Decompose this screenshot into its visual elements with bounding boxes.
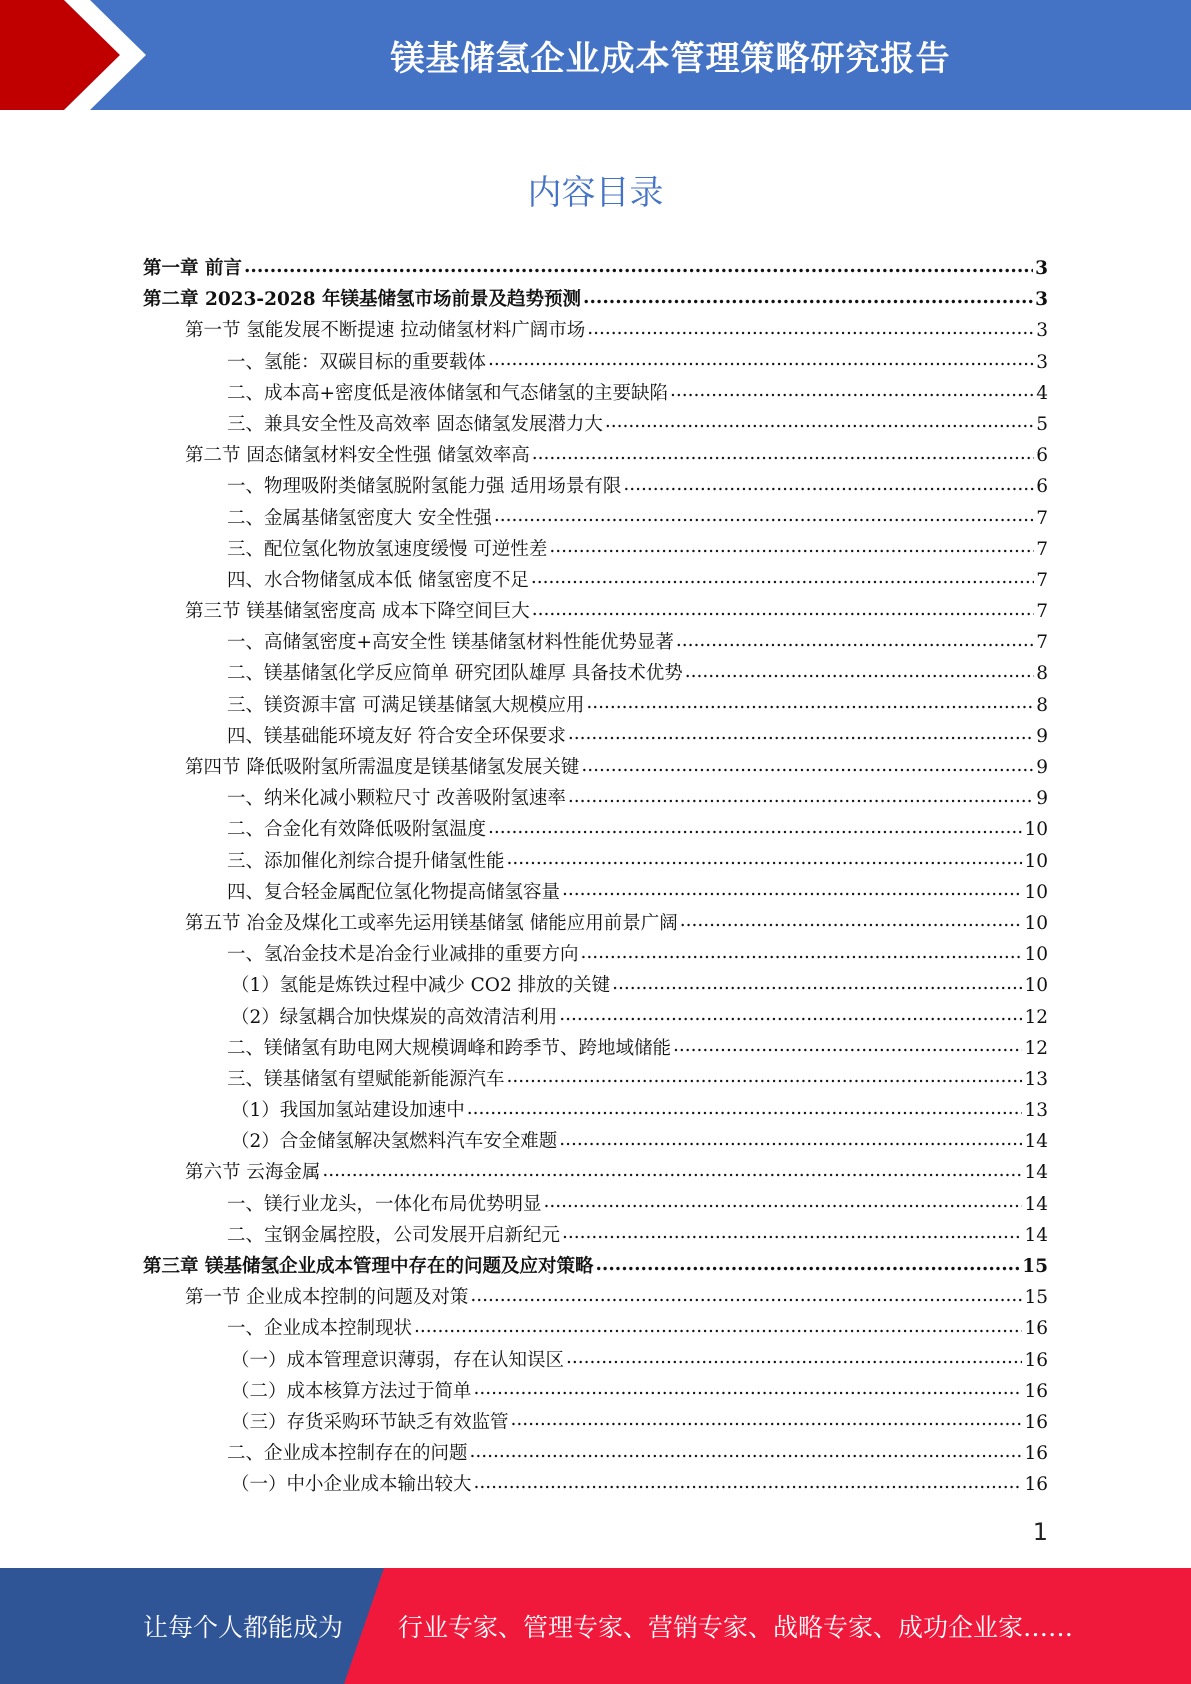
toc-entry[interactable] xyxy=(143,971,1048,1002)
toc-entry-page: 9 xyxy=(1036,725,1048,747)
toc-entry-title: 四、复合轻金属配位氢化物提高储氢容量 xyxy=(227,881,561,903)
toc-leader-dots xyxy=(470,1441,1023,1460)
toc-entry[interactable] xyxy=(143,348,1048,379)
toc-entry-page: 10 xyxy=(1024,944,1048,966)
toc-entry-page: 8 xyxy=(1036,694,1048,716)
toc-entry-page: 7 xyxy=(1036,569,1048,591)
toc-entry-page: 6 xyxy=(1036,445,1048,467)
toc-entry-page: 7 xyxy=(1036,601,1048,623)
toc-entry-title: 一、企业成本控制现状 xyxy=(227,1318,413,1340)
toc-entry[interactable] xyxy=(143,1034,1048,1065)
toc-entry-page: 3 xyxy=(1035,258,1048,279)
toc-entry-title: 四、水合物储氢成本低 储氢密度不足 xyxy=(227,569,529,591)
toc-entry-page: 16 xyxy=(1024,1380,1048,1402)
toc-entry-title: 二、成本高+密度低是液体储氢和气态储氢的主要缺陷 xyxy=(227,382,669,404)
footer-band xyxy=(0,1568,1191,1684)
toc-entry-page: 10 xyxy=(1024,912,1048,934)
toc-entry-page: 16 xyxy=(1024,1318,1048,1340)
toc-leader-dots xyxy=(605,411,1034,430)
toc-entry[interactable] xyxy=(143,535,1048,566)
toc-leader-dots xyxy=(568,723,1034,742)
toc-leader-dots xyxy=(581,942,1023,961)
toc-entry[interactable] xyxy=(143,753,1048,784)
toc-entry-page: 13 xyxy=(1024,1100,1048,1122)
toc-leader-dots xyxy=(595,1254,1020,1273)
toc-leader-dots xyxy=(488,349,1034,368)
toc-entry-title: 二、合金化有效降低吸附氢温度 xyxy=(227,819,487,841)
toc-entry-page: 4 xyxy=(1036,382,1048,404)
toc-entry-page: 15 xyxy=(1022,1256,1048,1277)
toc-entry-title: 三、兼具安全性及高效率 固态储氢发展潜力大 xyxy=(227,413,603,435)
toc-entry-title: 二、镁储氢有助电网大规模调峰和跨季节、跨地域储能 xyxy=(227,1037,672,1059)
toc-entry-page: 6 xyxy=(1036,476,1048,498)
toc-entry-page: 10 xyxy=(1024,881,1048,903)
header-band xyxy=(0,0,1191,110)
toc-entry-title: 三、镁资源丰富 可满足镁基储氢大规模应用 xyxy=(227,694,585,716)
toc-leader-dots xyxy=(676,630,1034,649)
toc-entry-page: 15 xyxy=(1024,1287,1048,1309)
toc-leader-dots xyxy=(474,1472,1023,1491)
toc-leader-dots xyxy=(549,536,1034,555)
page-number: 1 xyxy=(1032,1518,1048,1546)
toc-entry[interactable] xyxy=(143,1377,1048,1408)
toc-entry[interactable] xyxy=(143,1158,1048,1189)
toc-leader-dots xyxy=(587,318,1034,337)
toc-entry-page: 16 xyxy=(1024,1443,1048,1465)
toc-entry-page: 10 xyxy=(1024,819,1048,841)
toc-entry[interactable] xyxy=(143,1127,1048,1158)
toc-leader-dots xyxy=(494,505,1034,524)
toc-entry-page: 3 xyxy=(1035,289,1048,311)
toc-entry-page: 16 xyxy=(1024,1349,1048,1371)
toc-leader-dots xyxy=(562,1222,1022,1241)
toc-entry-title: 第五节 冶金及煤化工或率先运用镁基储氢 储能应用前景广阔 xyxy=(185,912,678,934)
toc-entry-title: （2）合金储氢解决氢燃料汽车安全难题 xyxy=(231,1131,558,1153)
toc-entry[interactable] xyxy=(143,1470,1048,1501)
toc-entry-page: 7 xyxy=(1036,632,1048,654)
toc-leader-dots xyxy=(566,1347,1022,1366)
toc-entry-page: 3 xyxy=(1036,351,1048,373)
toc-entry-title: 二、镁基储氢化学反应简单 研究团队雄厚 具备技术优势 xyxy=(227,663,683,685)
toc-entry[interactable] xyxy=(143,1221,1048,1252)
toc-leader-dots xyxy=(680,910,1023,929)
toc-entry[interactable] xyxy=(143,1408,1048,1439)
toc-leader-dots xyxy=(673,1035,1022,1054)
toc-entry-page: 14 xyxy=(1024,1131,1048,1153)
toc-entry[interactable] xyxy=(143,316,1048,347)
toc-entry-title: 第一章 前言 xyxy=(143,258,242,279)
toc-entry-title: 二、宝钢金属控股，公司发展开启新纪元 xyxy=(227,1224,561,1246)
toc-entry-page: 10 xyxy=(1024,850,1048,872)
footer-slogan-right: 行业专家、管理专家、营销专家、战略专家、成功企业家…… xyxy=(398,1613,1074,1642)
toc-leader-dots xyxy=(559,1004,1022,1023)
toc-entry-title: 第三章 镁基储氢企业成本管理中存在的问题及应对策略 xyxy=(143,1256,594,1277)
toc-entry-title: （2）绿氢耦合加快煤炭的高效清洁利用 xyxy=(231,1006,558,1028)
toc-entry-title: 四、镁基础能环境友好 符合安全环保要求 xyxy=(227,725,566,747)
toc-entry[interactable] xyxy=(143,285,1048,316)
toc-entry-page: 16 xyxy=(1024,1411,1048,1433)
toc-entry-page: 5 xyxy=(1036,413,1048,435)
footer-slogan-left: 让每个人都能成为 xyxy=(143,1613,344,1642)
toc-entry[interactable] xyxy=(143,566,1048,597)
toc-entry-title: 一、物理吸附类储氢脱附氢能力强 适用场景有限 xyxy=(227,476,622,498)
toc-entry[interactable] xyxy=(143,410,1048,441)
toc-leader-dots xyxy=(244,256,1033,275)
header-chevron-icon xyxy=(0,0,160,110)
toc-entry-page: 14 xyxy=(1024,1224,1048,1246)
toc-entry-title: 第二章 2023-2028 年镁基储氢市场前景及趋势预测 xyxy=(143,289,582,311)
toc-entry-title: 第四节 降低吸附氢所需温度是镁基储氢发展关键 xyxy=(185,757,580,778)
toc-entry-title: 三、镁基储氢有望赋能新能源汽车 xyxy=(227,1068,505,1090)
toc-entry-title: （二）成本核算方法过于简单 xyxy=(231,1380,472,1402)
toc-entry-title: 三、配位氢化物放氢速度缓慢 可逆性差 xyxy=(227,538,548,560)
toc-entry[interactable] xyxy=(143,1096,1048,1127)
toc-entry-page: 12 xyxy=(1024,1006,1048,1028)
toc-entry-title: 二、金属基储氢密度大 安全性强 xyxy=(227,507,492,529)
toc-entry[interactable] xyxy=(143,1283,1048,1314)
toc-entry[interactable] xyxy=(143,1439,1048,1470)
toc-entry[interactable] xyxy=(143,659,1048,690)
toc-entry[interactable] xyxy=(143,597,1048,628)
toc-entry-page: 9 xyxy=(1036,757,1048,778)
toc-entry[interactable] xyxy=(143,1190,1048,1221)
toc-leader-dots xyxy=(474,1378,1023,1397)
toc-entry[interactable] xyxy=(143,1065,1048,1096)
toc-leader-dots xyxy=(562,879,1022,898)
toc-leader-dots xyxy=(581,755,1034,774)
toc-leader-dots xyxy=(568,786,1034,805)
toc-entry-page: 13 xyxy=(1024,1068,1048,1090)
toc-entry[interactable] xyxy=(143,815,1048,846)
toc-entry[interactable] xyxy=(143,254,1048,285)
toc-entry[interactable] xyxy=(143,722,1048,753)
toc-entry[interactable] xyxy=(143,379,1048,410)
toc-leader-dots xyxy=(488,817,1022,836)
toc-entry-title: （一）中小企业成本输出较大 xyxy=(231,1474,472,1496)
table-of-contents xyxy=(143,254,1048,1502)
toc-entry-page: 7 xyxy=(1036,538,1048,560)
toc-leader-dots xyxy=(623,474,1034,493)
toc-entry-page: 7 xyxy=(1036,507,1048,529)
toc-entry-page: 12 xyxy=(1024,1037,1048,1059)
toc-entry-page: 10 xyxy=(1024,975,1048,997)
toc-entry-title: 三、添加催化剂综合提升储氢性能 xyxy=(227,850,505,872)
toc-entry-title: 第三节 镁基储氢密度高 成本下降空间巨大 xyxy=(185,601,530,623)
toc-entry-title: 一、氢能：双碳目标的重要载体 xyxy=(227,351,487,373)
toc-leader-dots xyxy=(544,1191,1023,1210)
toc-entry[interactable] xyxy=(143,441,1048,472)
toc-entry[interactable] xyxy=(143,1003,1048,1034)
toc-entry-page: 8 xyxy=(1036,663,1048,685)
toc-entry-title: 一、高储氢密度+高安全性 镁基储氢材料性能优势显著 xyxy=(227,632,674,654)
toc-leader-dots xyxy=(583,287,1033,306)
toc-leader-dots xyxy=(586,692,1034,711)
toc-leader-dots xyxy=(467,1098,1023,1117)
toc-leader-dots xyxy=(414,1316,1022,1335)
toc-entry-title: 一、镁行业龙头，一体化布局优势明显 xyxy=(227,1193,542,1215)
toc-entry-title: （1）我国加氢站建设加速中 xyxy=(231,1100,465,1122)
toc-entry-title: （三）存货采购环节缺乏有效监管 xyxy=(231,1411,509,1433)
toc-entry[interactable] xyxy=(143,784,1048,815)
toc-leader-dots xyxy=(670,380,1034,399)
toc-entry[interactable] xyxy=(143,1346,1048,1377)
toc-entry[interactable] xyxy=(143,1252,1048,1283)
toc-leader-dots xyxy=(531,567,1034,586)
toc-entry[interactable] xyxy=(143,691,1048,722)
toc-entry[interactable] xyxy=(143,472,1048,503)
toc-leader-dots xyxy=(507,848,1023,867)
toc-leader-dots xyxy=(685,661,1034,680)
toc-leader-dots xyxy=(470,1285,1022,1304)
toc-entry[interactable] xyxy=(143,504,1048,535)
toc-entry-title: 第一节 企业成本控制的问题及对策 xyxy=(185,1287,469,1309)
toc-entry-page: 14 xyxy=(1024,1193,1048,1215)
toc-entry-title: 二、企业成本控制存在的问题 xyxy=(227,1443,468,1465)
toc-entry-page: 16 xyxy=(1024,1474,1048,1496)
toc-heading: 内容目录 xyxy=(527,173,664,213)
toc-entry[interactable] xyxy=(143,940,1048,971)
toc-entry[interactable] xyxy=(143,878,1048,909)
toc-entry-page: 9 xyxy=(1036,788,1048,810)
toc-entry-title: （一）成本管理意识薄弱，存在认知误区 xyxy=(231,1349,565,1371)
toc-entry-title: 一、氢冶金技术是冶金行业减排的重要方向 xyxy=(227,944,579,966)
toc-entry[interactable] xyxy=(143,628,1048,659)
toc-entry[interactable] xyxy=(143,1314,1048,1345)
toc-leader-dots xyxy=(532,443,1034,462)
toc-leader-dots xyxy=(532,599,1034,618)
toc-leader-dots xyxy=(511,1409,1023,1428)
toc-entry-title: 一、纳米化减小颗粒尺寸 改善吸附氢速率 xyxy=(227,788,566,810)
toc-entry-title: 第二节 固态储氢材料安全性强 储氢效率高 xyxy=(185,445,530,467)
toc-leader-dots xyxy=(322,1160,1022,1179)
toc-leader-dots xyxy=(559,1129,1022,1148)
toc-entry-title: （1）氢能是炼铁过程中减少 CO2 排放的关键 xyxy=(231,975,611,997)
toc-entry[interactable] xyxy=(143,909,1048,940)
toc-leader-dots xyxy=(612,973,1022,992)
toc-entry-page: 3 xyxy=(1036,320,1048,342)
toc-entry-title: 第六节 云海金属 xyxy=(185,1162,321,1184)
toc-leader-dots xyxy=(507,1066,1023,1085)
toc-entry-page: 14 xyxy=(1024,1162,1048,1184)
report-title: 镁基储氢企业成本管理策略研究报告 xyxy=(390,38,951,79)
toc-entry[interactable] xyxy=(143,847,1048,878)
toc-entry-title: 第一节 氢能发展不断提速 拉动储氢材料广阔市场 xyxy=(185,320,586,342)
